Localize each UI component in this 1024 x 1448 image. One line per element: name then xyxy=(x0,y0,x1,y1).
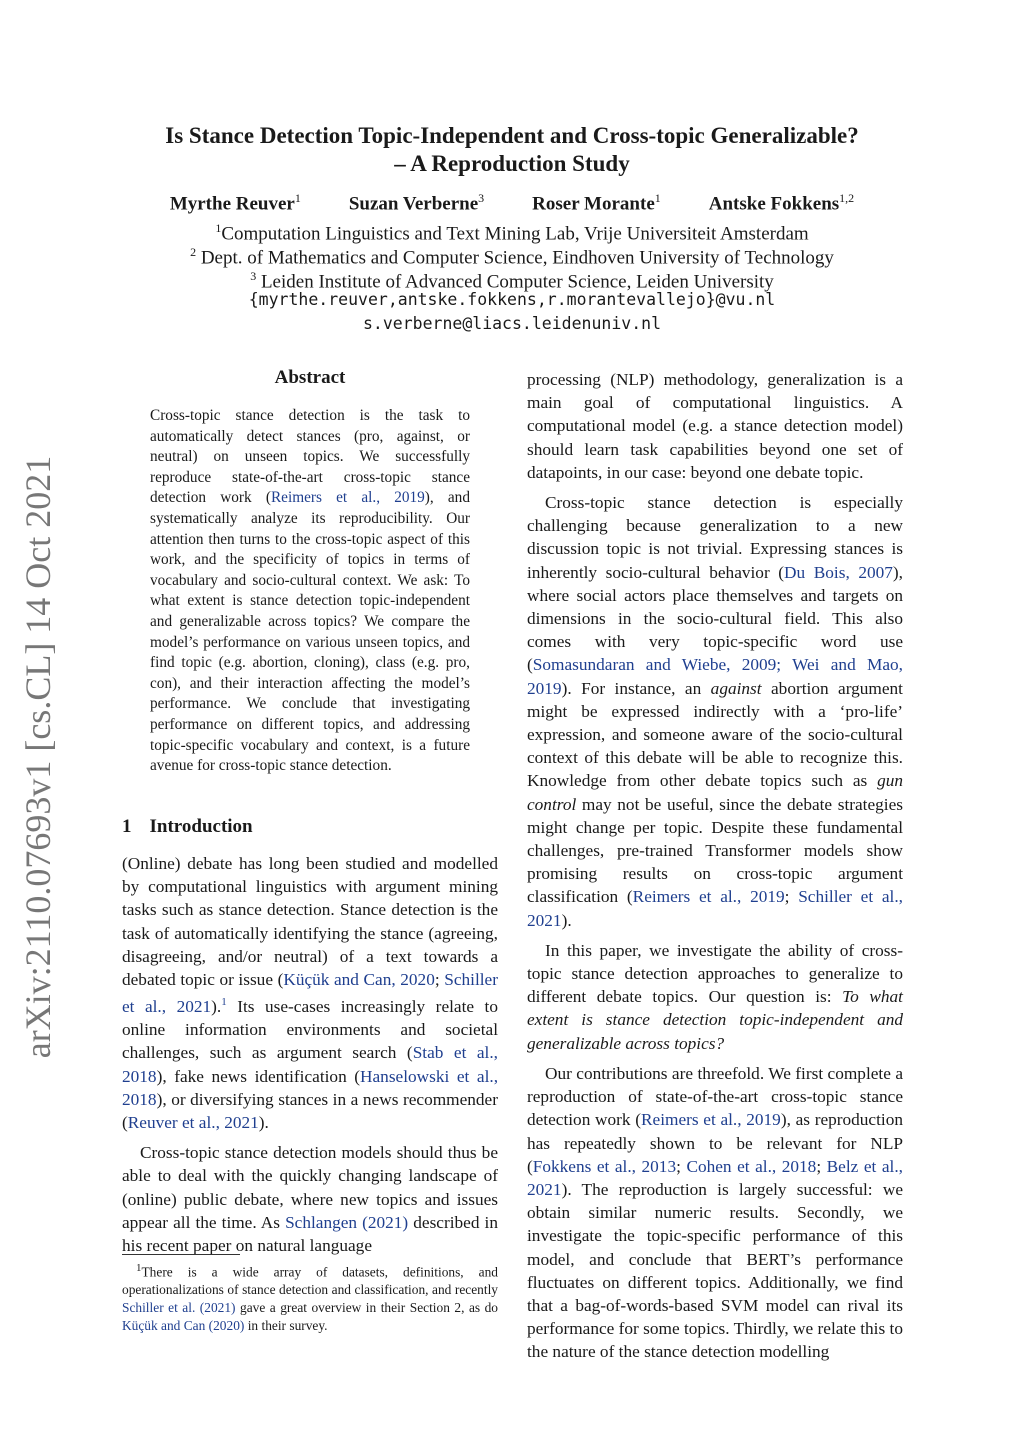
author: Suzan Verberne$^3$ xyxy=(348,191,485,215)
right-column xyxy=(527,368,903,1371)
citation-link[interactable]: Fokkens et al., 2013 xyxy=(532,1156,677,1176)
arxiv-stamp-text: arXiv:2110.07693v1 [cs.CL] 14 Oct 2021 xyxy=(18,455,58,1059)
citation-link[interactable]: Reuver et al., 2021 xyxy=(127,1113,259,1132)
author: Roser Morante$^1$ xyxy=(532,191,661,215)
citation-link[interactable]: Reimers et al., 2019 xyxy=(270,489,425,507)
arxiv-stamp xyxy=(8,457,68,1057)
section-heading: 1 Introduction xyxy=(122,816,253,837)
citation-link[interactable]: Reimers et al., 2019 xyxy=(632,887,785,907)
footnote-rule xyxy=(122,1254,240,1255)
citation-link[interactable]: Reimers et al., 2019 xyxy=(641,1110,781,1130)
footnote: $^1$There is a wide array of datasets, definitions, and operationalizations of stance detection and classification, and recently Schiller et al. (2021) gave a great overview in their Section 2, as do Küçük and Can (2020) in their survey. xyxy=(122,1262,498,1334)
author-list xyxy=(120,191,904,215)
email-line: {myrthe.reuver,antske.fokkens,r.morantevallejo}@vu.nl xyxy=(248,290,776,309)
left-column xyxy=(122,852,498,1264)
paragraph: Our contributions are threefold. We first complete a reproduction of state-of-the-art cross-topic stance detection work (Reimers et al., 2019), as reproduction has repeatedly shown to be relevant for NLP (Fokkens et al., 2013; Cohen et al., 2018; Belz et al., 2021). The reproduction is largely successful: we obtain similar numeric results. Secondly, we investigate the topic-specific performance of this model, and conclude that BERT’s performance fluctuates on different topics. Additionally, we find that a bag-of-words-based SVM model can rival its performance for some topics. Thirdly, we relate this to the nature of the stance detection modelling xyxy=(527,1063,903,1362)
email-line: s.verberne@liacs.leidenuniv.nl xyxy=(362,314,661,333)
title-line-1: Is Stance Detection Topic-Independent and Cross-topic Generalizable? xyxy=(165,123,859,148)
paragraph: processing (NLP) methodology, generalization is a main goal of computational linguistics. A computational model (e.g. a stance detection model) should learn task capabilities beyond one set of datapoints, in our case: beyond one debate topic. xyxy=(527,370,903,482)
paragraph: In this paper, we investigate the ability of cross-topic stance detection approaches to generalize to different debate topics. Our question is: To what extent is stance detection topic-independent and generalizable across topics? xyxy=(527,940,903,1053)
citation-link[interactable]: Du Bois, 2007 xyxy=(784,562,893,582)
paragraph: (Online) debate has long been studied and modelled by computational linguistics with argument mining tasks such as stance detection. Stance detection is the task of automatically identifying the stance (agreeing, disagreeing, and/or neutral) of a text towards a debated topic or issue (Küçük and Can, 2020; Schiller et al., 2021).$^1$ Its use-cases increasingly relate to online information environments and societal challenges, such as argument search (Stab et al., 2018), fake news identification (Hanselowski et al., 2018), or diversifying stances in a news recommender (Reuver et al., 2021). xyxy=(122,854,499,1132)
citation-link[interactable]: Schiller et al., 2021 xyxy=(122,970,498,1016)
footnote-marker[interactable]: 1 xyxy=(221,996,227,1009)
affiliation: $^3$ Leiden Institute of Advanced Computer Science, Leiden University xyxy=(250,269,774,293)
citation-link[interactable]: Belz et al., 2021 xyxy=(527,1156,903,1199)
affiliation: $^2$ Dept. of Mathematics and Computer Science, Eindhoven University of Technology xyxy=(190,245,834,269)
citation-link[interactable]: Hanselowski et al., 2018 xyxy=(122,1066,499,1109)
abstract-body: Cross-topic stance detection is the task to automatically detect stances (pro, against, or neutral) on unseen topics. We successfully reproduce state-of-the-art cross-topic stance detection work (Reimers et al., 2019), and systematically analyze its reproducibility. Our attention then turns to the cross-topic aspect of this work, and the specificity of topics in terms of vocabulary and socio-cultural context. We ask: To what extent is stance detection topic-independent and generalizable across topics? We compare the model’s performance on various unseen topics, and find topic (e.g. abortion, cloning), class (e.g. pro, con), and their interaction affecting the model’s performance. We conclude that investigating performance on different topics, and addressing topic-specific vocabulary and context, is a future avenue for cross-topic stance detection. xyxy=(150,407,470,775)
citation-link[interactable]: Cohen et al., 2018 xyxy=(686,1156,817,1176)
citation-link[interactable]: Küçük and Can (2020) xyxy=(122,1318,245,1334)
affiliation: $^1$Computation Linguistics and Text Mining Lab, Vrije Universiteit Amsterdam xyxy=(215,221,809,245)
paragraph: Cross-topic stance detection models should thus be able to deal with the quickly changing landscape of (online) public debate, where new topics and issues appear all the time. As Schlangen (2021) described in his recent paper on natural language xyxy=(122,1143,498,1256)
citation-link[interactable]: Schiller et al., 2021 xyxy=(527,887,904,930)
paper-title xyxy=(120,122,904,178)
citation-link[interactable]: Somasundaran and Wiebe, 2009; Wei and Mao, 2019 xyxy=(527,655,903,698)
author: Antske Fokkens$^{1,2}$ xyxy=(708,191,855,215)
abstract-heading: Abstract xyxy=(274,367,346,388)
title-line-2: – A Reproduction Study xyxy=(394,151,630,176)
citation-link[interactable]: Schlangen (2021) xyxy=(285,1212,409,1232)
citation-link[interactable]: Stab et al., 2018 xyxy=(122,1043,499,1086)
citation-link[interactable]: Schiller et al. (2021) xyxy=(122,1300,236,1316)
citation-link[interactable]: Küçük and Can, 2020 xyxy=(283,970,435,990)
paragraph: Cross-topic stance detection is especially challenging because generalization to a new discussion topic is not trivial. Expressing stances is inherently socio-cultural behavior (Du Bois, 2007), where social actors place themselves and targets on dimensions in the socio-cultural field. This also comes with very topic-specific word use (Somasundaran and Wiebe, 2009; Wei and Mao, 2019). For instance, an against abortion argument might be expressed indirectly with a ‘pro-life’ expression, and someone aware of the socio-cultural context of this debate will be able to recognize this. Knowledge from other debate topics such as gun control may not be useful, since the debate strategies might change per topic. Despite these fundamental challenges, pre-trained Transformer models show promising results on cross-topic argument classification (Reimers et al., 2019; Schiller et al., 2021). xyxy=(527,493,904,930)
author: Myrthe Reuver$^1$ xyxy=(169,191,301,215)
